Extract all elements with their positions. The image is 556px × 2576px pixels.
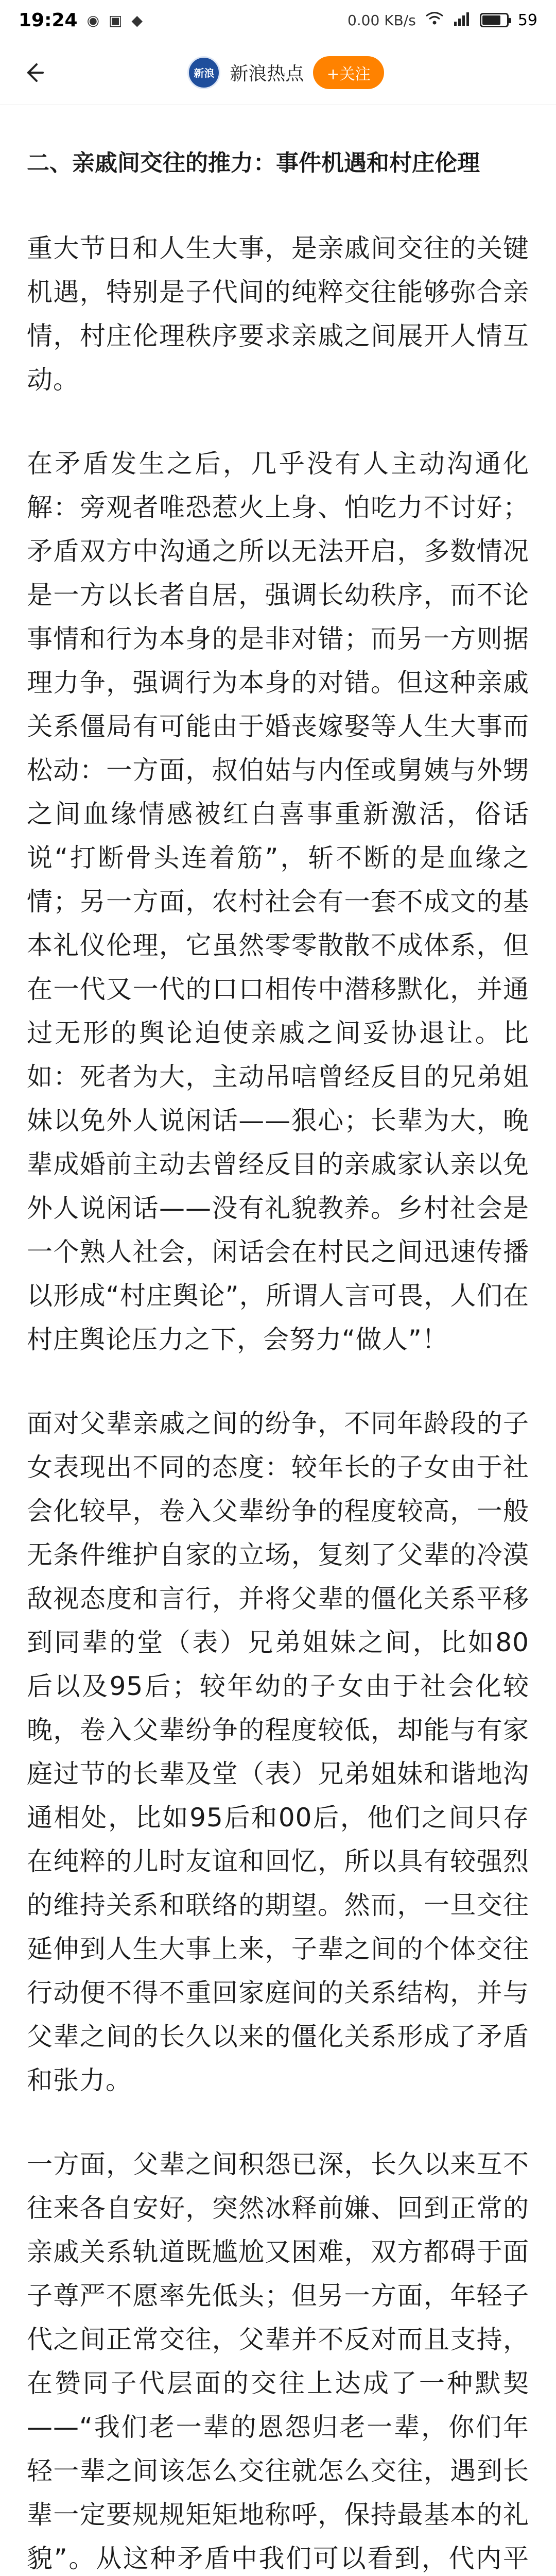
signal-icon xyxy=(453,11,471,29)
app-icon: ▣ xyxy=(109,11,123,29)
nav-bar xyxy=(0,40,556,105)
network-speed: 0.00 KB/s xyxy=(347,11,416,29)
article-paragraph: 面对父辈亲戚之间的纷争，不同年龄段的子女表现出不同的态度：较年长的子女由于社会化较早，卷入父辈纷争的程度较高，一般无条件维护自家的立场，复刻了父辈的冷漠敌视态度和言行，并将父辈的僵化关系平移到同辈的堂（表）兄弟姐妹之间，比如80后以及95后；较年幼的子女由于社会化较晚，卷入父辈纷争的程度较低，却能与有家庭过节的长辈及堂（表）兄弟姐妹和谐地沟通相处，比如95后和00后，他们之间只存在纯粹的儿时友谊和回忆，所以具有较强烈的维持关系和联络的期望。然而，一旦交往延伸到人生大事上来，子辈之间的个体交往行动便不得不重回家庭间的关系结构，并与父辈之间的长久以来的僵化关系形成了矛盾和张力。 xyxy=(27,1409,529,2095)
app-icon-2: ◆ xyxy=(131,11,143,29)
avatar-label: 新浪 xyxy=(194,67,215,79)
status-right xyxy=(348,11,537,29)
battery-icon xyxy=(480,13,509,27)
account-name[interactable]: 新浪热点 xyxy=(230,63,304,84)
section-title: 二、亲戚间交往的推力：事件机遇和村庄伦理 xyxy=(27,150,480,176)
status-bar xyxy=(0,0,556,40)
article-paragraph: 在矛盾发生之后，几乎没有人主动沟通化解：旁观者唯恐惹火上身、怕吃力不讨好；矛盾双方中沟通之所以无法开启，多数情况是一方以长者自居，强调长幼秩序，而不论事情和行为本身的是非对错；而另一方则据理力争，强调行为本身的对错。但这种亲戚关系僵局有可能由于婚丧嫁娶等人生大事而松动：一方面，叔伯姑与内侄或舅姨与外甥之间血缘情感被红白喜事重新激活，俗话说“打断骨头连着筋”，斩不断的是血缘之情；另一方面，农村社会有一套不成文的基本礼仪伦理，它虽然零零散散不成体系，但在一代又一代的口口相传中潜移默化，并通过无形的舆论迫使亲戚之间妥协退让。比如：死者为大，主动吊唁曾经反目的兄弟姐妹以免外人说闲话——狠心；长辈为大，晚辈成婚前主动去曾经反目的亲戚家认亲以免外人说闲话——没有礼貌教养。乡村社会是一个熟人社会，闲话会在村民之间迅速传播以形成“村庄舆论”，所谓人言可畏，人们在村庄舆论压力之下，会努力“做人”！ xyxy=(27,449,529,1354)
status-left xyxy=(19,10,143,31)
battery-level: 59 xyxy=(517,11,537,29)
notification-icon: ◉ xyxy=(86,11,100,29)
back-arrow-icon xyxy=(22,61,45,84)
avatar[interactable] xyxy=(187,56,220,89)
account-header[interactable] xyxy=(51,56,520,89)
wifi-icon xyxy=(425,11,444,29)
back-button[interactable] xyxy=(15,55,51,91)
status-time: 19:24 xyxy=(19,9,78,31)
article-paragraph: 重大节日和人生大事，是亲戚间交往的关键机遇，特别是子代间的纯粹交往能够弥合亲情，村庄伦理秩序要求亲戚之间展开人情互动。 xyxy=(27,233,529,395)
article-content xyxy=(0,105,556,2576)
article-paragraph: 一方面，父辈之间积怨已深，长久以来互不往来各自安好，突然冰释前嫌、回到正常的亲戚关系轨道既尴尬又困难，双方都碍于面子尊严不愿率先低头；但另一方面，年轻子代之间正常交往，父辈并不反对而且支持，在赞同子代层面的交往上达成了一种默契——“我们老一辈的恩怨归老一辈，你们年轻一辈之间该怎么交往就怎么交往，遇到长辈一定要规规矩矩地称呼，保持最基本的礼貌”。从这种矛盾中我们可以看到，代内平 xyxy=(27,2149,529,2573)
follow-button[interactable]: +关注 xyxy=(313,56,384,89)
